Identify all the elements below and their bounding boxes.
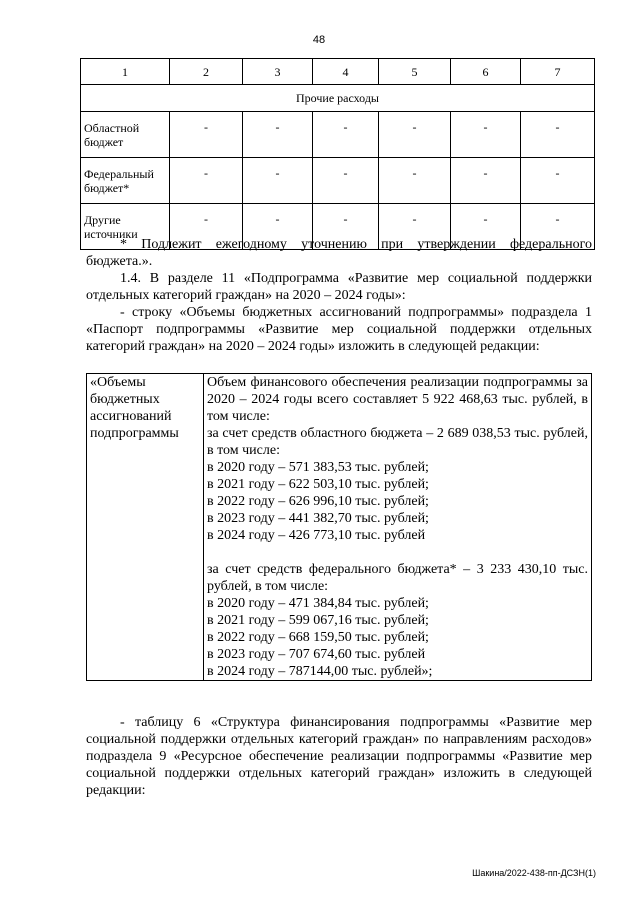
column-header: 7	[521, 59, 595, 85]
year-line: в 2020 году – 471 384,84 тыс. рублей;	[207, 596, 429, 611]
table-cell: -	[379, 112, 451, 158]
column-header: 3	[243, 59, 313, 85]
table-cell: -	[243, 158, 313, 204]
section-title: Прочие расходы	[81, 85, 595, 112]
row-label: Федеральный бюджет*	[81, 158, 170, 204]
regional-intro: за счет средств областного бюджета – 2 689 038,53 тыс. рублей, в том числе:	[207, 426, 588, 458]
row-label: Областной бюджет	[81, 112, 170, 158]
year-line: в 2023 году – 441 382,70 тыс. рублей;	[207, 511, 429, 526]
year-line: в 2022 году – 668 159,50 тыс. рублей;	[207, 630, 429, 645]
passport-label: «Объемы бюджетных ассигнований подпрограммы	[87, 374, 204, 681]
table-cell: -	[170, 158, 243, 204]
table-cell: -	[379, 204, 451, 250]
federal-intro: за счет средств федерального бюджета* – 3 233 430,10 тыс. рублей, в том числе:	[207, 562, 588, 594]
year-line: в 2023 году – 707 674,60 тыс. рублей	[207, 647, 426, 662]
table-header-row	[81, 59, 595, 85]
column-header: 4	[313, 59, 379, 85]
page-number: 48	[312, 34, 326, 46]
table-cell: -	[379, 158, 451, 204]
column-header: 2	[170, 59, 243, 85]
table-cell: -	[170, 204, 243, 250]
table-row	[81, 158, 595, 204]
instruction-passport: - строку «Объемы бюджетных ассигнований подпрограммы» подраздела 1 «Паспорт подпрограммы «Развитие мер социальной поддержки отдельных категорий граждан» на 2020 – 2024 годы» изложить в следующей редакции:	[86, 305, 592, 354]
instruction-table-6: - таблицу 6 «Структура финансирования подпрограммы «Развитие мер социальной поддержки отдельных категорий граждан» по направлениям расходов» подраздела 9 «Ресурсное обеспечение реализации подпрограммы «Развитие мер социальной поддержки отдельных категорий граждан» изложить в следующей редакции:	[86, 715, 592, 798]
section-row	[81, 85, 595, 112]
passport-row	[87, 374, 592, 681]
total-text: Объем финансового обеспечения реализации подпрограммы за 2020 – 2024 годы всего составляет 5 922 468,63 тыс. рублей, в том числе:	[207, 375, 588, 424]
column-header: 6	[451, 59, 521, 85]
year-line: в 2021 году – 622 503,10 тыс. рублей;	[207, 477, 429, 492]
table-cell: -	[521, 112, 595, 158]
year-line: в 2020 году – 571 383,53 тыс. рублей;	[207, 460, 429, 475]
table-cell: -	[313, 158, 379, 204]
row-label: Другие источники	[81, 204, 170, 250]
table-cell: -	[243, 204, 313, 250]
column-header: 5	[379, 59, 451, 85]
table-cell: -	[521, 158, 595, 204]
table-cell: -	[243, 112, 313, 158]
table-cell: -	[451, 158, 521, 204]
spacer	[207, 544, 588, 561]
expenses-table	[80, 58, 595, 250]
table-cell: -	[313, 204, 379, 250]
column-header: 1	[81, 59, 170, 85]
footnote: * Подлежит ежегодному уточнению при утверждении федерального бюджета.».	[86, 237, 592, 269]
item-1-4: 1.4. В разделе 11 «Подпрограмма «Развитие мер социальной поддержки отдельных категорий граждан» на 2020 – 2024 годы»:	[86, 271, 592, 303]
year-line: в 2024 году – 426 773,10 тыс. рублей	[207, 528, 426, 543]
table-cell: -	[521, 204, 595, 250]
year-line: в 2021 году – 599 067,16 тыс. рублей;	[207, 613, 429, 628]
passport-table	[86, 373, 592, 681]
table-cell: -	[313, 112, 379, 158]
document-code: Шакина/2022-438-пп-ДСЗН(1)	[472, 868, 596, 878]
table-cell: -	[451, 204, 521, 250]
year-line: в 2022 году – 626 996,10 тыс. рублей;	[207, 494, 429, 509]
passport-content	[204, 374, 592, 681]
table-row	[81, 112, 595, 158]
table-cell: -	[170, 112, 243, 158]
year-line: в 2024 году – 787144,00 тыс. рублей»;	[207, 664, 433, 679]
table-cell: -	[451, 112, 521, 158]
